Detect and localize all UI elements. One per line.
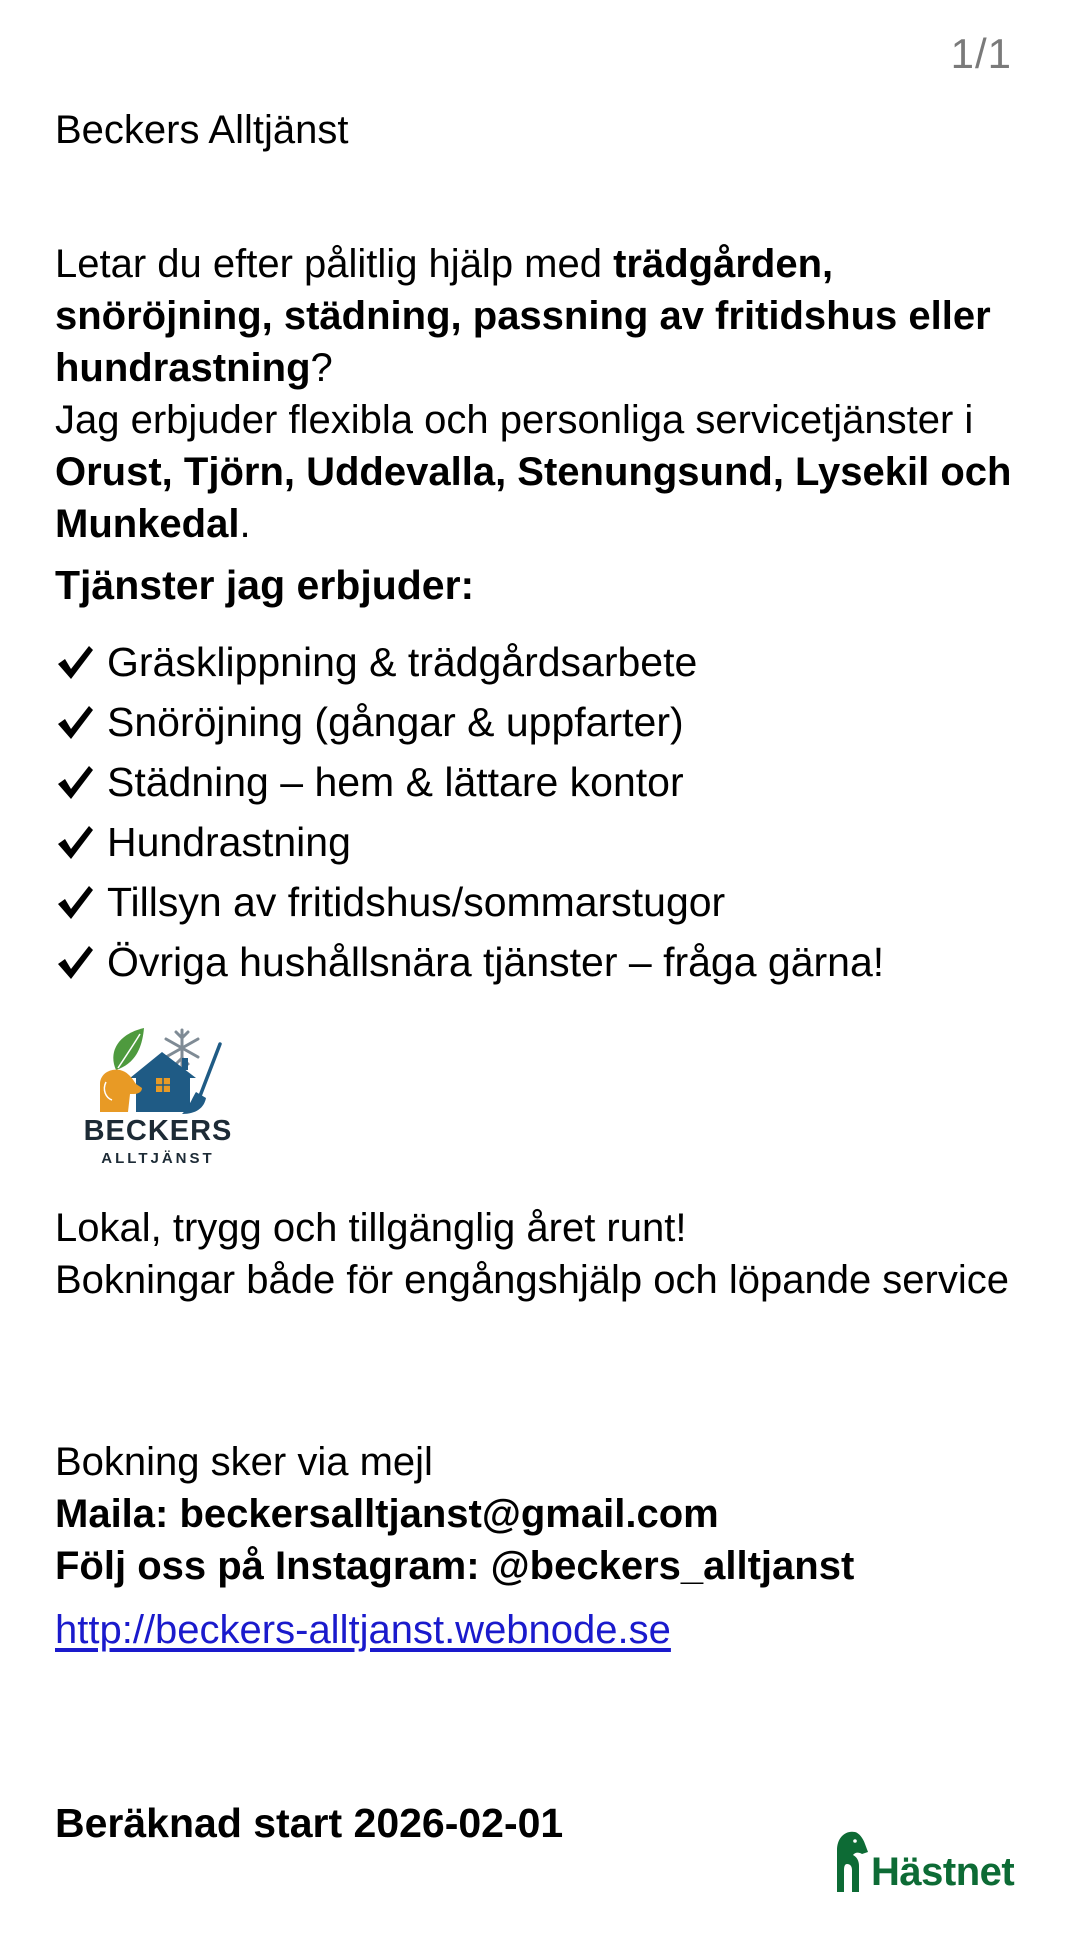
check-mark-icon xyxy=(55,642,95,682)
services-heading: Tjänster jag erbjuder: xyxy=(55,562,475,608)
services-list xyxy=(55,632,884,992)
service-label: Snöröjning (gångar & uppfarter) xyxy=(107,699,684,745)
closing-text xyxy=(55,1202,1045,1306)
intro-text xyxy=(55,238,1045,550)
website-link[interactable]: http://beckers-alltjanst.webnode.se xyxy=(55,1608,671,1652)
intro-segment: . xyxy=(239,502,251,546)
closing-line: Bokningar både för engångshjälp och löpande service xyxy=(55,1258,1010,1302)
closing-line: Lokal, trygg och tillgänglig året runt! xyxy=(55,1206,687,1250)
service-item xyxy=(55,632,884,692)
service-item xyxy=(55,692,884,752)
instagram-line: Följ oss på Instagram: @beckers_alltjanst xyxy=(55,1544,855,1588)
service-item xyxy=(55,932,884,992)
intro-segment-bold: Orust, Tjörn, Uddevalla, Stenungsund, Lysekil och Munkedal xyxy=(55,450,1012,546)
logo-text-sub: ALLTJÄNST xyxy=(101,1150,215,1167)
check-mark-icon xyxy=(55,942,95,982)
logo-graphic-icon xyxy=(78,1012,238,1117)
check-mark-icon xyxy=(55,702,95,742)
hastnet-wordmark: Hästnet xyxy=(871,1850,1015,1894)
booking-info: Bokning sker via mejl xyxy=(55,1440,433,1484)
hastnet-logo[interactable] xyxy=(835,1828,1035,1892)
service-label: Tillsyn av fritidshus/sommarstugor xyxy=(107,879,726,925)
email-line: Maila: beckersalltjanst@gmail.com xyxy=(55,1492,719,1536)
intro-segment: ? xyxy=(310,346,333,390)
service-item xyxy=(55,812,884,872)
broom-icon xyxy=(200,1044,220,1096)
service-label: Gräsklippning & trädgårdsarbete xyxy=(107,639,698,685)
service-item xyxy=(55,872,884,932)
contact-info xyxy=(55,1436,1045,1592)
intro-segment: Jag erbjuder flexibla och personliga servicetjänster i xyxy=(55,398,974,442)
service-item xyxy=(55,752,884,812)
horse-head-icon xyxy=(835,1830,869,1892)
logo-text-main: BECKERS xyxy=(83,1115,233,1147)
estimated-start-date: Beräknad start 2026-02-01 xyxy=(55,1800,564,1846)
check-mark-icon xyxy=(55,762,95,802)
intro-segment-bold: trädgården, snöröjning, städning, passning av fritidshus eller hundrastning xyxy=(55,242,991,390)
service-label: Övriga hushållsnära tjänster – fråga gärna! xyxy=(107,939,885,985)
intro-segment: Letar du efter pålitlig hjälp med xyxy=(55,242,614,286)
ad-title: Beckers Alltjänst xyxy=(55,108,349,152)
beckers-logo xyxy=(78,1012,238,1172)
page-counter: 1/1 xyxy=(950,30,1012,77)
check-mark-icon xyxy=(55,822,95,862)
check-mark-icon xyxy=(55,882,95,922)
service-label: Hundrastning xyxy=(107,819,351,865)
service-label: Städning – hem & lättare kontor xyxy=(107,759,684,805)
